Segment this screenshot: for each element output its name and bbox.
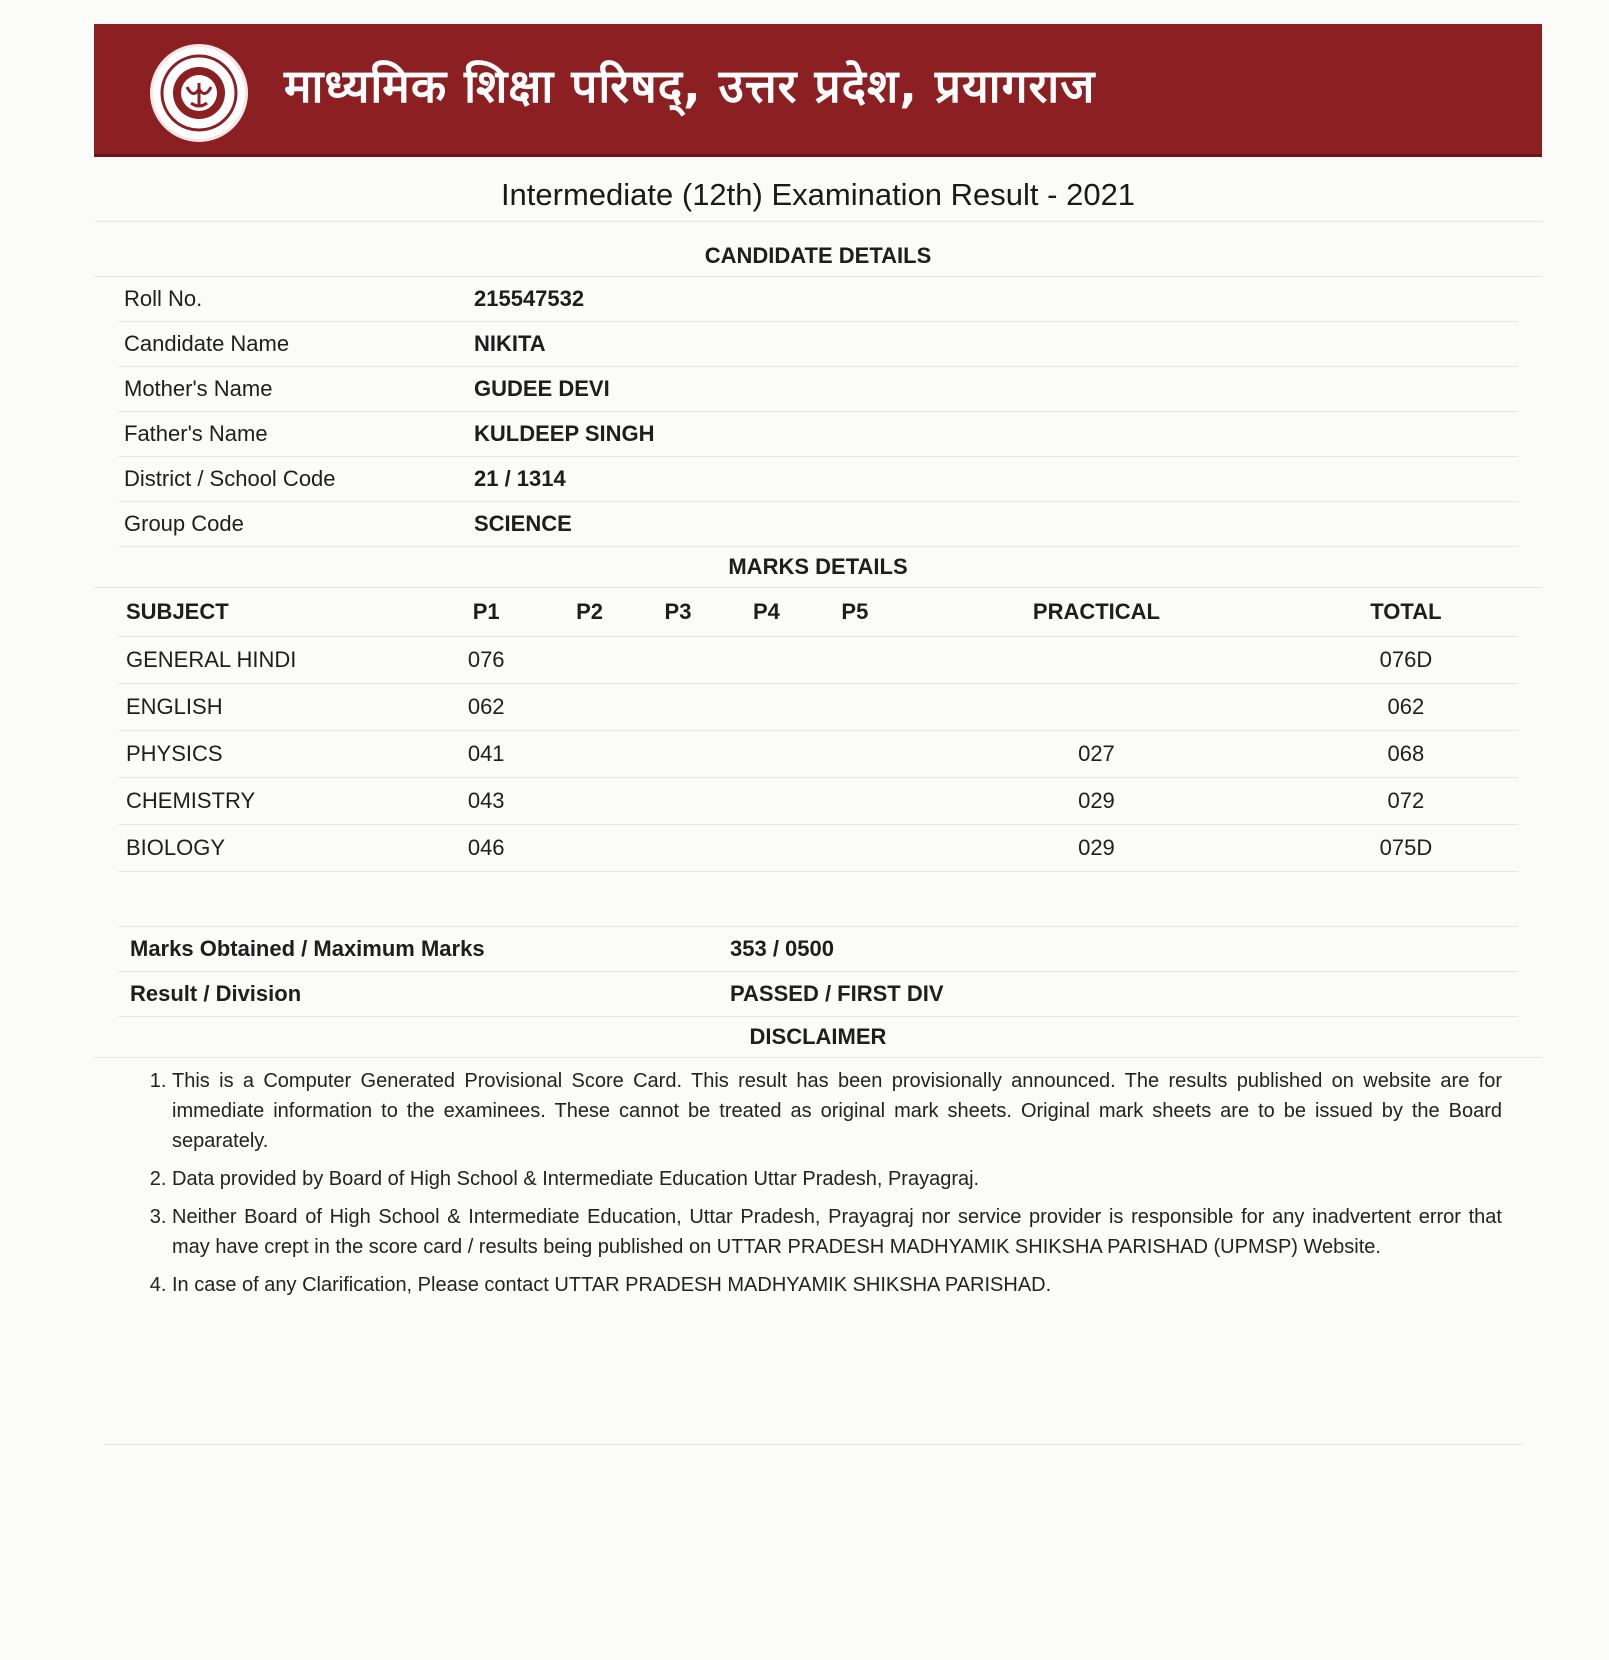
col-practical: PRACTICAL — [899, 588, 1294, 637]
divider — [118, 872, 1518, 927]
p4-cell — [722, 778, 810, 825]
candidate-name-label: Candidate Name — [124, 331, 290, 356]
col-p4: P4 — [722, 588, 810, 637]
disclaimer-item: 4. In case of any Clarification, Please contact UTTAR PRADESH MADHYAMIK SHIKSHA PARISHAD. — [172, 1270, 1502, 1300]
p5-cell — [811, 684, 899, 731]
school-code-label: District / School Code — [124, 466, 336, 491]
p3-cell — [634, 778, 722, 825]
table-row — [118, 825, 1518, 872]
p2-cell — [545, 825, 633, 872]
candidate-details — [118, 277, 1518, 547]
marks-obtained-label: Marks Obtained / Maximum Marks — [130, 936, 485, 961]
p4-cell — [722, 731, 810, 778]
subject-cell: CHEMISTRY — [118, 778, 427, 825]
p3-cell — [634, 637, 722, 684]
total-cell: 072 — [1294, 778, 1518, 825]
disclaimer-heading: DISCLAIMER — [94, 1017, 1542, 1058]
col-p3: P3 — [634, 588, 722, 637]
mother-name-row — [118, 367, 1518, 412]
candidate-details-heading: CANDIDATE DETAILS — [94, 236, 1542, 277]
candidate-name-value: NIKITA — [474, 331, 546, 356]
mother-name-label: Mother's Name — [124, 376, 273, 401]
col-subject: SUBJECT — [118, 588, 427, 637]
practical-cell: 027 — [899, 731, 1294, 778]
practical-cell — [899, 684, 1294, 731]
p1-cell: 043 — [427, 778, 545, 825]
practical-cell: 029 — [899, 778, 1294, 825]
p1-cell: 046 — [427, 825, 545, 872]
practical-cell — [899, 637, 1294, 684]
table-row — [118, 637, 1518, 684]
subject-cell: BIOLOGY — [118, 825, 427, 872]
marks-details-heading: MARKS DETAILS — [94, 547, 1542, 588]
p5-cell — [811, 778, 899, 825]
up-board-seal-icon — [150, 44, 248, 142]
exam-title: Intermediate (12th) Examination Result - 2021 — [94, 169, 1542, 222]
result-label: Result / Division — [130, 981, 302, 1006]
total-cell: 076D — [1294, 637, 1518, 684]
header-banner — [94, 24, 1542, 157]
marks-obtained-row — [118, 927, 1518, 972]
p4-cell — [722, 637, 810, 684]
total-cell: 075D — [1294, 825, 1518, 872]
subject-cell: ENGLISH — [118, 684, 427, 731]
group-code-value: SCIENCE — [474, 511, 572, 536]
p2-cell — [545, 637, 633, 684]
father-name-value: KULDEEP SINGH — [474, 421, 655, 446]
p5-cell — [811, 731, 899, 778]
mother-name-value: GUDEE DEVI — [474, 376, 610, 401]
table-row — [118, 731, 1518, 778]
result-value: PASSED / FIRST DIV — [730, 981, 944, 1006]
practical-cell: 029 — [899, 825, 1294, 872]
p3-cell — [634, 825, 722, 872]
p5-cell — [811, 637, 899, 684]
p1-cell: 062 — [427, 684, 545, 731]
father-name-row — [118, 412, 1518, 457]
disclaimer-list — [144, 1066, 1502, 1300]
school-code-row — [118, 457, 1518, 502]
disclaimer-item: 1. This is a Computer Generated Provisional Score Card. This result has been provisionally announced. The results published on website are for immediate information to the examinees. These cannot be treated as original mark sheets. Original mark sheets are to be issued by the Board separately. — [172, 1066, 1502, 1156]
group-code-label: Group Code — [124, 511, 244, 536]
subject-cell: GENERAL HINDI — [118, 637, 427, 684]
col-p5: P5 — [811, 588, 899, 637]
result-sheet — [94, 24, 1542, 1308]
table-row — [118, 684, 1518, 731]
result-row — [118, 972, 1518, 1017]
p4-cell — [722, 825, 810, 872]
roll-no-row — [118, 277, 1518, 322]
roll-no-label: Roll No. — [124, 286, 203, 311]
disclaimer-item: 2. Data provided by Board of High School & Intermediate Education Uttar Pradesh, Prayagraj. — [172, 1164, 1502, 1194]
p3-cell — [634, 731, 722, 778]
col-p2: P2 — [545, 588, 633, 637]
p4-cell — [722, 684, 810, 731]
total-cell: 068 — [1294, 731, 1518, 778]
p2-cell — [545, 684, 633, 731]
col-total: TOTAL — [1294, 588, 1518, 637]
subject-cell: PHYSICS — [118, 731, 427, 778]
marks-header-row — [118, 588, 1518, 637]
p1-cell: 041 — [427, 731, 545, 778]
p3-cell — [634, 684, 722, 731]
p2-cell — [545, 778, 633, 825]
father-name-label: Father's Name — [124, 421, 268, 446]
roll-no-value: 215547532 — [474, 286, 585, 311]
table-row — [118, 778, 1518, 825]
school-code-value: 21 / 1314 — [474, 466, 566, 491]
p2-cell — [545, 731, 633, 778]
marks-table — [118, 588, 1518, 872]
candidate-name-row — [118, 322, 1518, 367]
p5-cell — [811, 825, 899, 872]
marks-obtained-value: 353 / 0500 — [730, 936, 834, 961]
total-cell: 062 — [1294, 684, 1518, 731]
col-p1: P1 — [427, 588, 545, 637]
group-code-row — [118, 502, 1518, 547]
footer-divider — [104, 1444, 1524, 1445]
disclaimer-item: 3. Neither Board of High School & Intermediate Education, Uttar Pradesh, Prayagraj nor service provider is responsible for any inadvertent error that may have crept in the score card / results being published on UTTAR PRADESH MADHYAMIK SHIKSHA PARISHAD (UPMSP) Website. — [172, 1202, 1502, 1262]
board-name: माध्यमिक शिक्षा परिषद्, उत्तर प्रदेश, प्रयागराज — [284, 59, 1096, 113]
p1-cell: 076 — [427, 637, 545, 684]
